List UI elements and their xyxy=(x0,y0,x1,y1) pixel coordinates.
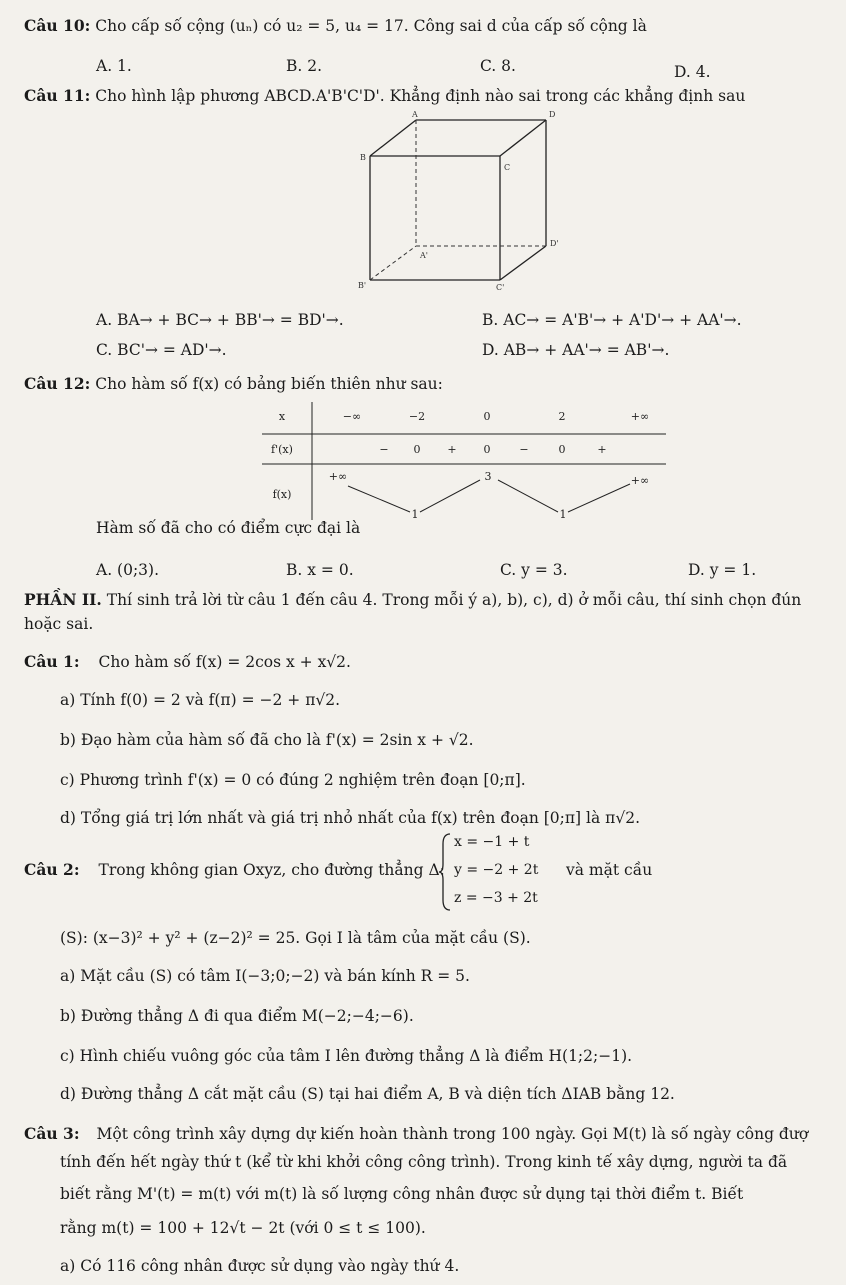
bbt-sign-4: − xyxy=(519,443,529,456)
q11-option-d: D. AB→ + AA'→ = AB'→. xyxy=(482,341,670,359)
bbt-sign-0: − xyxy=(379,443,389,456)
cube-label-b-prime: B' xyxy=(358,281,367,290)
bbt-f-2: 3 xyxy=(484,470,492,483)
q12-option-a: A. (0;3). xyxy=(96,561,160,579)
c1-item-d: d) Tổng giá trị lớn nhất và giá trị nhỏ nhất của f(x) trên đoạn [0;π] là π√2. xyxy=(60,809,641,827)
bbt-sign-1: 0 xyxy=(413,443,421,456)
c2-system-brace xyxy=(438,832,452,912)
q10-option-c: C. 8. xyxy=(480,57,516,75)
c3-line2: tính đến hết ngày thứ t (kể từ khi khởi công công trình). Trong kinh tế xây dựng, người ta đã xyxy=(60,1153,788,1171)
q10-option-b: B. 2. xyxy=(286,57,323,75)
q10-label: Câu 10: xyxy=(24,16,91,35)
bbt-f-1: 1 xyxy=(411,508,419,521)
q11-line xyxy=(24,86,745,106)
bbt-sign-6: + xyxy=(597,443,607,456)
c2-sys-z: z = −3 + 2t xyxy=(454,890,538,906)
c3-item-a: a) Có 116 công nhân được sử dụng vào ngày thứ 4. xyxy=(60,1257,460,1275)
c2-item-b: b) Đường thẳng Δ đi qua điểm M(−2;−4;−6). xyxy=(60,1007,414,1025)
c2-item-a: a) Mặt cầu (S) có tâm I(−3;0;−2) và bán kính R = 5. xyxy=(60,967,470,985)
bbt-sign-3: 0 xyxy=(483,443,491,456)
cube-figure xyxy=(330,108,580,298)
q10-text: Cho cấp số cộng (uₙ) có u₂ = 5, u₄ = 17. Công sai d của cấp số cộng là xyxy=(95,17,647,35)
c3-line4: rằng m(t) = 100 + 12√t − 2t (với 0 ≤ t ≤ 100). xyxy=(60,1219,426,1237)
c1-item-a: a) Tính f(0) = 2 và f(π) = −2 + π√2. xyxy=(60,691,341,709)
bbt-sign-5: 0 xyxy=(558,443,566,456)
cube-label-d: D xyxy=(549,110,556,119)
q12-text: Cho hàm số f(x) có bảng biến thiên như sau: xyxy=(95,375,443,393)
q12-question: Hàm số đã cho có điểm cực đại là xyxy=(96,519,361,537)
c2-label: Câu 2: xyxy=(24,860,80,879)
c1-item-c: c) Phương trình f'(x) = 0 có đúng 2 nghiệm trên đoạn [0;π]. xyxy=(60,771,526,789)
q12-option-d: D. y = 1. xyxy=(688,561,757,579)
part2-heading: PHẦN II. xyxy=(24,590,102,609)
q11-option-a: A. BA→ + BC→ + BB'→ = BD'→. xyxy=(96,311,344,329)
part2-text: Thí sinh trả lời từ câu 1 đến câu 4. Trong mỗi ý a), b), c), d) ở mỗi câu, thí sinh chọn đún xyxy=(106,591,802,609)
bbt-f-label: f(x) xyxy=(272,488,292,501)
c1-line xyxy=(24,652,351,672)
q12-option-b: B. x = 0. xyxy=(286,561,354,579)
q12-label: Câu 12: xyxy=(24,374,91,393)
c2-after: và mặt cầu xyxy=(566,861,653,879)
bbt-fprime-label: f'(x) xyxy=(271,443,293,456)
q10-option-d: D. 4. xyxy=(674,63,711,81)
c2-sphere: (S): (x−3)² + y² + (z−2)² = 25. Gọi I là tâm của mặt cầu (S). xyxy=(60,929,531,947)
part2-line2: hoặc sai. xyxy=(24,615,94,633)
bbt-x-4: +∞ xyxy=(630,410,650,423)
c3-text1: Một công trình xây dựng dự kiến hoàn thành trong 100 ngày. Gọi M(t) là số ngày công đượ xyxy=(96,1125,809,1143)
q12-line xyxy=(24,374,443,394)
bbt-sign-2: + xyxy=(447,443,457,456)
bbt-f-3: 1 xyxy=(559,508,567,521)
c2-sys-y: y = −2 + 2t xyxy=(454,862,539,878)
q12-option-c: C. y = 3. xyxy=(500,561,568,579)
bbt-x-1: −2 xyxy=(408,410,426,423)
bbt-x-0: −∞ xyxy=(342,410,362,423)
c3-label: Câu 3: xyxy=(24,1124,80,1143)
c1-text: Cho hàm số f(x) = 2cos x + x√2. xyxy=(98,653,351,671)
c3-line3: biết rằng M'(t) = m(t) với m(t) là số lượng công nhân được sử dụng tại thời điểm t. Biết xyxy=(60,1185,744,1203)
cube-label-a-prime: A' xyxy=(420,251,428,260)
bbt-x-label: x xyxy=(278,410,286,423)
q11-option-b: B. AC→ = A'B'→ + A'D'→ + AA'→. xyxy=(482,311,742,329)
c2-line xyxy=(24,860,445,880)
q11-label: Câu 11: xyxy=(24,86,91,105)
cube-label-d-prime: D' xyxy=(550,239,559,248)
cube-label-c: C xyxy=(504,163,511,172)
c1-label: Câu 1: xyxy=(24,652,80,671)
bbt-f-4: +∞ xyxy=(630,474,650,487)
q10-line xyxy=(24,16,647,36)
q11-option-c: C. BC'→ = AD'→. xyxy=(96,341,227,359)
c1-item-b: b) Đạo hàm của hàm số đã cho là f'(x) = 2sin x + √2. xyxy=(60,731,474,749)
q10-option-a: A. 1. xyxy=(96,57,132,75)
cube-label-c-prime: C' xyxy=(496,283,505,292)
bbt-x-3: 2 xyxy=(558,410,566,423)
bbt-f-0: +∞ xyxy=(328,470,348,483)
variation-table xyxy=(262,400,668,522)
c2-text: Trong không gian Oxyz, cho đường thẳng Δ: xyxy=(98,861,445,879)
c2-item-c: c) Hình chiếu vuông góc của tâm I lên đường thẳng Δ là điểm H(1;2;−1). xyxy=(60,1047,633,1065)
bbt-x-2: 0 xyxy=(483,410,491,423)
cube-label-b: B xyxy=(360,153,366,162)
c2-item-d: d) Đường thẳng Δ cắt mặt cầu (S) tại hai điểm A, B và diện tích ΔIAB bằng 12. xyxy=(60,1085,675,1103)
cube-label-a: A xyxy=(412,110,418,119)
part2-line1 xyxy=(24,590,801,610)
c3-line1 xyxy=(24,1124,808,1144)
c2-sys-x: x = −1 + t xyxy=(454,834,530,850)
q11-text: Cho hình lập phương ABCD.A'B'C'D'. Khẳng định nào sai trong các khẳng định sau xyxy=(95,87,746,105)
